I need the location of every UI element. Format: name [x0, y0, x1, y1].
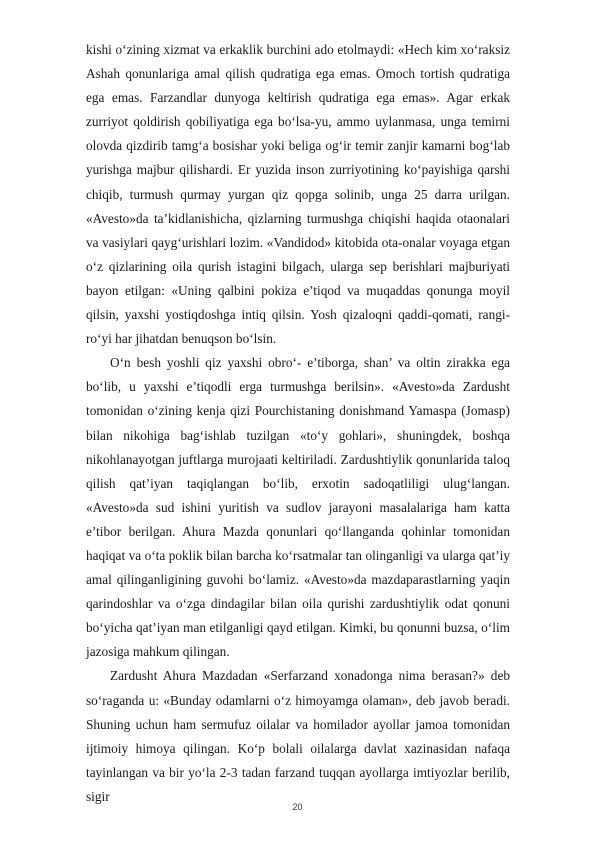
page-number: 20 — [292, 802, 303, 812]
paragraph-1: kishi o‘zining xizmat va erkaklik burchini ado etolmaydi: «Hech kim xo‘raksiz Ashah qonunlariga amal qilish qudratiga ega emas. Omoch tortish qudratiga ega emas. Farzandlar dunyoga keltirish qudratiga ega emas». Agar erkak zurriyot qoldirish qobiliyatiga ega bo‘lsa-yu, ammo uylanmasa, unga temirni olovda qizdirib tamg‘a bosishar yoki beliga og‘ir temir zanjir kamarni bog‘lab yurishga majbur qilishardi. Er yuzida inson zurriyotining ko‘payishiga qarshi chiqib, turmush qurmay yurgan qiz qopga solinib, unga 25 darra urilgan. «Avesto»da ta’kidlanishicha, qizlarning turmushga chiqishi haqida otaonalari va vasiylari qayg‘urishlari lozim. «Vandidod» kitobida ota-onalar voyaga etgan o‘z qizlarining oila qurish istagini bilgach, ularga sep berishlari majburiyati bayon etilgan: «Uning qalbini pokiza e’tiqod va muqaddas qonunga moyil qilsin, yaxshi yostiqdoshga intiq qilsin. Yosh qizaloqni qaddi-qomati, rangi-ro‘yi har jihatdan benuqson bo‘lsin. — [86, 42, 510, 347]
paragraph-3: Zardusht Ahura Mazdadan «Serfarzand xonadonga nima berasan?» deb so‘raganda u: «Bunday odamlarni o‘z himoyamga olaman», deb javob beradi. Shuning uchun ham sermufuz oilalar va homilador ayollar jamoa tomonidan ijtimoiy himoya qilingan. Ko‘p bolali oilalarga davlat xazinasidan nafaqa tayinlangan va bir yo‘la 2-3 tadan farzand tuqqan ayollarga imtiyozlar berilib, sigir — [86, 668, 510, 804]
page-body — [86, 38, 510, 809]
paragraph-2: O‘n besh yoshli qiz yaxshi obro‘- e’tiborga, shan’ va oltin zirakka ega bo‘lib, u yaxshi e’tiqodli erga turmushga berilsin». «Avesto»da Zardusht tomonidan o‘zining kenja qizi Pourchistaning donishmand Yamaspa (Jomasp) bilan nikohiga bag‘ishlab tuzilgan «to‘y gohlari», shuningdek, boshqa nikohlanayotgan juftlarga murojaati keltiriladi. Zardushtiylik qonunlarida taloq qilish qat’iyan taqiqlangan bo‘lib, erxotin sadoqatliligi ulug‘langan. «Avesto»da sud ishini yuritish va sudlov jarayoni masalalariga ham katta e’tibor berilgan. Ahura Mazda qonunlari qo‘llanganda qohinlar tomonidan haqiqat va o‘ta poklik bilan barcha ko‘rsatmalar tan olinganligi va ularga qat’iy amal qilinganligining guvohi bo‘lamiz. «Avesto»da mazdaparastlarning yaqin qarindoshlar va o‘zga dindagilar bilan oila qurishi zardushtiylik odat qonuni bo‘yicha qat’iyan man etilganligi qayd etilgan. Kimki, bu qonunni buzsa, o‘lim jazosiga mahkum qilingan. — [86, 355, 510, 660]
